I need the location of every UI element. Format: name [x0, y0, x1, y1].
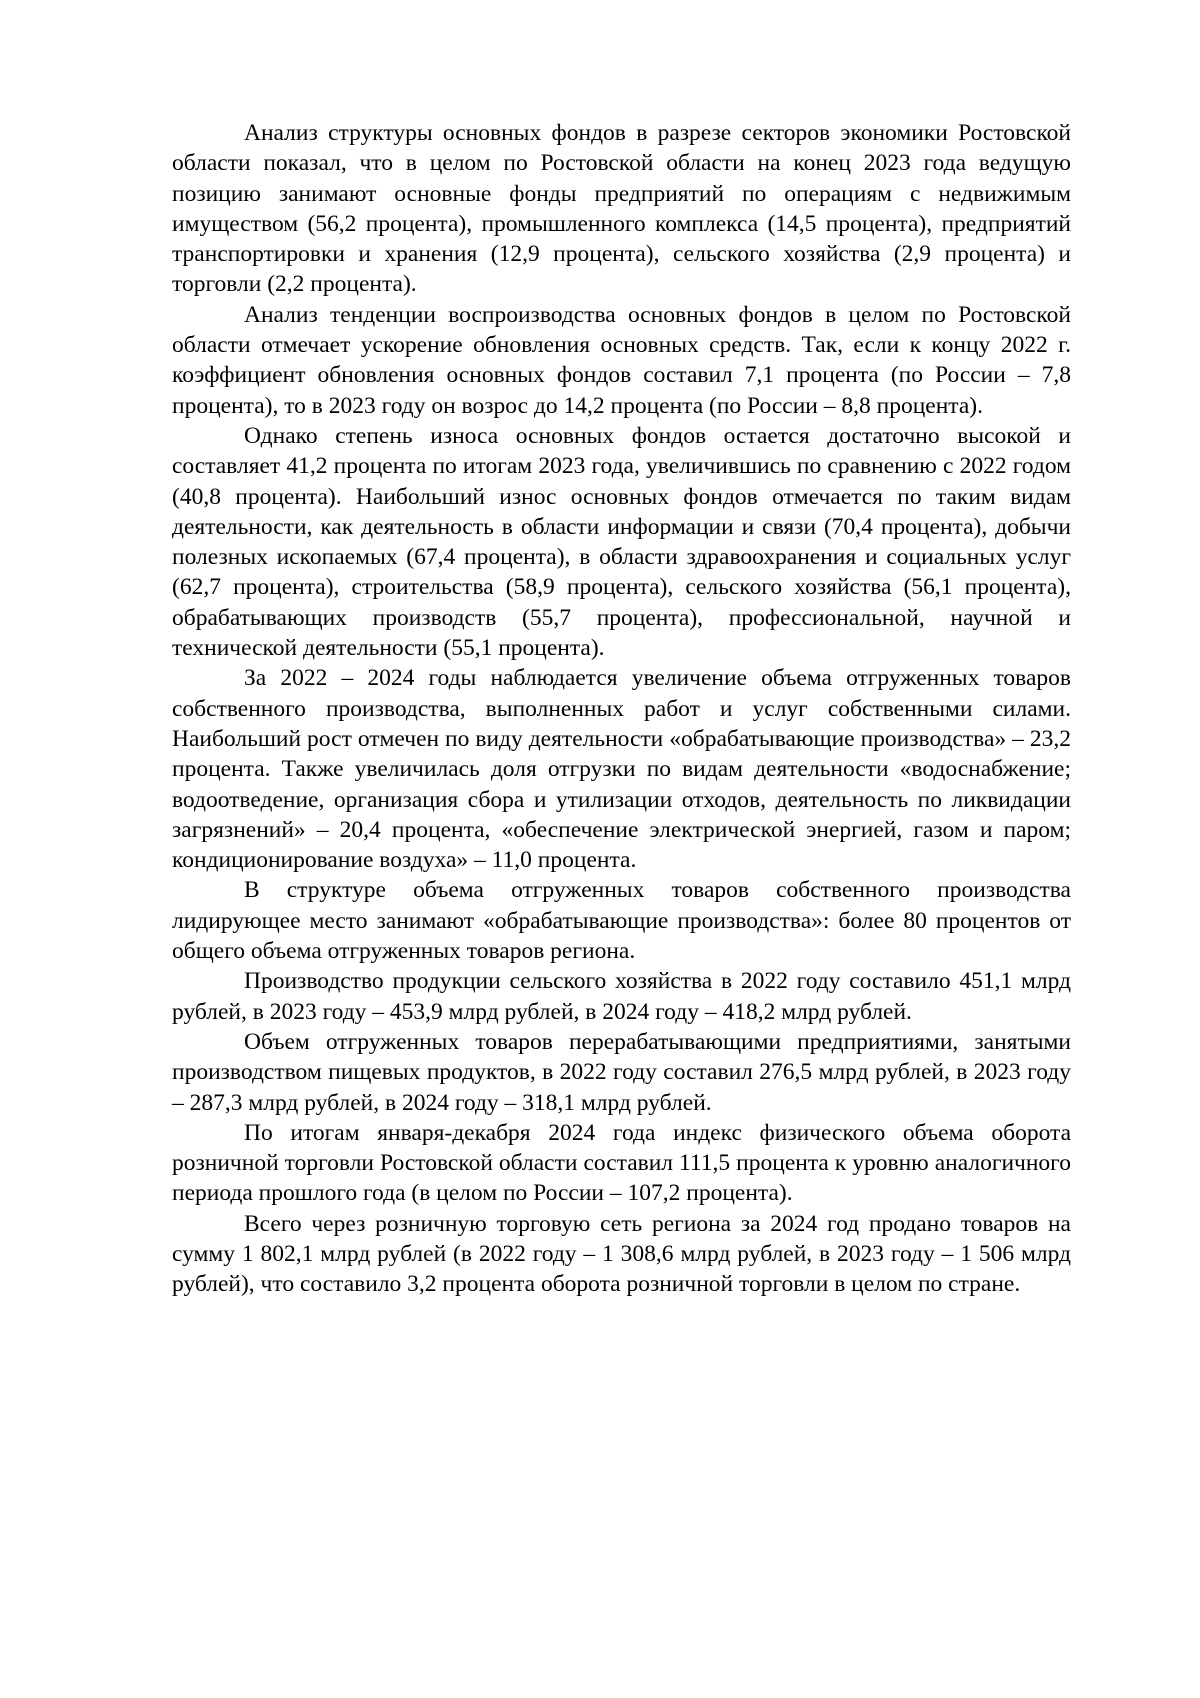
paragraph-fixed-assets-structure: Анализ структуры основных фондов в разрезе секторов экономики Ростовской области показал, что в целом по Ростовской области на конец 2023 года ведущую позицию занимают основные фонды предприятий по операциям с недвижимым имуществом (56,2 процента), промышленного комплекса (14,5 процента), предприятий транспортировки и хранения (12,9 процента), сельского хозяйства (2,9 процента) и торговли (2,2 процента). — [172, 120, 1071, 298]
paragraph-retail-turnover: Всего через розничную торговую сеть региона за 2024 год продано товаров на сумму 1 802,1 млрд рублей (в 2022 году – 1 308,6 млрд рублей, в 2023 году – 1 506 млрд рублей), что составило 3,2 процента оборота розничной торговли в целом по стране. — [172, 1210, 1071, 1298]
paragraph-retail-index: По итогам января-декабря 2024 года индекс физического объема оборота розничной торговли Ростовской области составил 111,5 процента к уровню аналогичного периода прошлого года (в целом по России – 107,2 процента). — [172, 1119, 1071, 1207]
paragraph-food-processing: Объем отгруженных товаров перерабатывающими предприятиями, занятыми производством пищевых продуктов, в 2022 году составил 276,5 млрд рублей, в 2023 году – 287,3 млрд рублей, в 2024 году – 318,1 млрд рублей. — [172, 1028, 1071, 1116]
paragraph-depreciation: Однако степень износа основных фондов остается достаточно высокой и составляет 41,2 процента по итогам 2023 года, увеличившись по сравнению с 2022 годом (40,8 процента). Наибольший износ основных фондов отмечается по таким видам деятельности, как деятельность в области информации и связи (70,4 процента), добычи полезных ископаемых (67,4 процента), в области здравоохранения и социальных услуг (62,7 процента), строительства (58,9 процента), сельского хозяйства (56,1 процента), обрабатывающих производств (55,7 процента), профессиональной, научной и технической деятельности (55,1 процента). — [172, 422, 1071, 662]
paragraph-renewal-trend: Анализ тенденции воспроизводства основных фондов в целом по Ростовской области отмечает ускорение обновления основных средств. Так, если к концу 2022 г. коэффициент обновления основных фондов составил 7,1 процента (по России – 7,8 процента), то в 2023 году он возрос до 14,2 процента (по России – 8,8 процента). — [172, 301, 1071, 419]
document-page — [172, 118, 1071, 1300]
paragraph-agriculture-output: Производство продукции сельского хозяйства в 2022 году составило 451,1 млрд рублей, в 2023 году – 453,9 млрд рублей, в 2024 году – 418,2 млрд рублей. — [172, 968, 1071, 1025]
paragraph-shipped-goods-growth: За 2022 – 2024 годы наблюдается увеличение объема отгруженных товаров собственного производства, выполненных работ и услуг собственными силами. Наибольший рост отмечен по виду деятельности «обрабатывающие производства» – 23,2 процента. Также увеличилась доля отгрузки по видам деятельности «водоснабжение; водоотведение, организация сбора и утилизации отходов, деятельность по ликвидации загрязнений» – 20,4 процента, «обеспечение электрической энергией, газом и паром; кондиционирование воздуха» – 11,0 процента. — [172, 665, 1071, 874]
paragraph-shipped-goods-structure: В структуре объема отгруженных товаров собственного производства лидирующее место занимают «обрабатывающие производства»: более 80 процентов от общего объема отгруженных товаров региона. — [172, 877, 1071, 965]
